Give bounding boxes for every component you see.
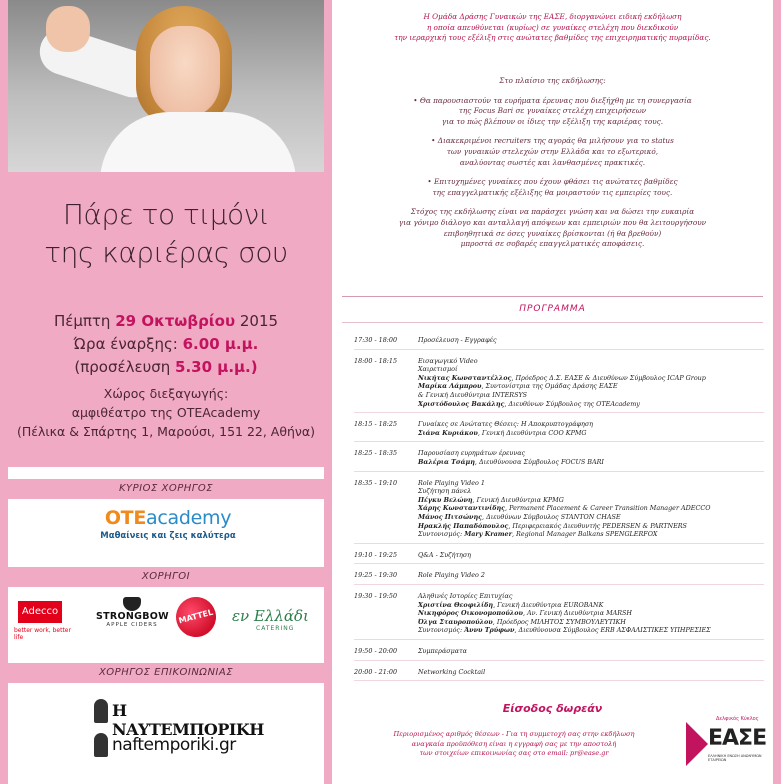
naftemporiki-gr-name: naftemporiki.gr xyxy=(112,735,236,755)
program-line: Μάνος Πιτσώνης, Διευθύνων Σύμβουλος STANTON CHASE xyxy=(418,512,621,521)
context-heading: Στο πλαίσιο της εκδήλωσης: xyxy=(499,76,606,85)
media-sponsor-heading: ΧΟΡΗΓΟΣ ΕΠΙΚΟΙΝΩΝΙΑΣ xyxy=(8,663,324,683)
program-line: Μαρίκα Λάμπρου, Συντονίστρια της Ομάδας Δράσης ΕΑΣΕ xyxy=(418,382,618,391)
mattel-name: MATTEL xyxy=(172,593,221,642)
elladi-name: εν Ελλάδι xyxy=(232,607,309,625)
program-line: Αληθινές Ιστορίες Επιτυχίας xyxy=(418,592,513,600)
hero-photo xyxy=(8,0,324,172)
moderator-name: Mary Kramer xyxy=(464,530,512,539)
weekday: Πέμπτη xyxy=(53,312,111,330)
speaker-name: Σιάνα Κυριάκου xyxy=(418,428,478,437)
event-title xyxy=(8,196,324,272)
program-description xyxy=(418,647,764,656)
bullet-line: των γυναικών στελεχών στην Ελλάδα και το εξωτερικό, xyxy=(446,146,659,156)
row-divider xyxy=(354,563,764,564)
elladi-logo xyxy=(232,597,318,643)
speaker-name: Νικηφόρος Οικονομοπούλου xyxy=(418,609,523,618)
program-line: Χάρης Κωνσταντινίδης, Permanent Placement & Career Transition Manager ADECCO xyxy=(418,504,711,513)
program-line: Γυναίκες σε Ανώτατες Θέσεις: Η Αποκρυπτογράφηση xyxy=(418,420,594,429)
mattel-logo xyxy=(176,597,222,643)
event-venue xyxy=(8,384,324,441)
bullet-line: της επαγγελματικής εξέλιξης θα μοιραστούν τις εμπειρίες τους. xyxy=(432,187,673,197)
title-line-1: Πάρε το τιμόνι xyxy=(62,198,270,231)
strongbow-sub: APPLE CIDERS xyxy=(106,622,158,628)
row-divider xyxy=(354,660,764,661)
program-time: 19:30 - 19:50 xyxy=(354,592,398,600)
program-line: Ηρακλής Παπαδόπουλος, Περιφερειακός Διευθυντής PEDERSEN & PARTNERS xyxy=(418,521,687,530)
ote-academy-word: academy xyxy=(146,507,232,529)
program-description xyxy=(418,357,764,409)
program-description xyxy=(418,551,764,560)
arrival-line xyxy=(8,356,324,379)
ease-subtitle: ΕΛΛΗΝΙΚΗ ΕΝΩΣΗ ΑΝΩΝΥΜΩΝ ΕΤΑΙΡΕΙΩΝ xyxy=(708,754,762,762)
goal-line: για γόνιμο διάλογο και ανταλλαγή απόψεων και εμπειριών που θα λειτουργήσουν xyxy=(398,217,707,227)
right-column xyxy=(332,0,773,784)
bullet-line: • Διακεκριμένοι recruiters της αγοράς θα μιλήσουν για το status xyxy=(431,136,674,146)
bullet-line: αναλύοντας σωστές και λανθασμένες πρακτικές. xyxy=(459,157,646,167)
speaker-name: Ηρακλής Παπαδόπουλος xyxy=(418,521,509,530)
program-line: Σιάνα Κυριάκου, Γενική Διευθύντρια COO KPMG xyxy=(418,428,587,437)
program-line: Networking Cocktail xyxy=(418,667,486,676)
shirt xyxy=(100,112,296,172)
strongbow-logo xyxy=(96,597,168,643)
arrival-open: (προσέλευση xyxy=(74,358,171,376)
program-time: 19:25 - 19:30 xyxy=(354,571,398,580)
ote-academy-name xyxy=(78,507,258,529)
program-time: 19:50 - 20:00 xyxy=(354,647,398,655)
bullet-line: • Επιτυχημένες γυναίκες που έχουν φθάσει τις ανώτατες βαθμίδες xyxy=(427,177,678,187)
naftemporiki-logo xyxy=(94,699,264,739)
program-line: Role Playing Video 2 xyxy=(418,571,485,580)
goal-line: επιβοηθητικά σε όσες γυναίκες βρίσκονται (ή θα βρεθούν) xyxy=(443,228,662,238)
date-line xyxy=(8,310,324,333)
strongbow-name: STRONGBOW xyxy=(96,611,169,622)
goal-line: μπροστά σε σοβαρές επαγγελματικές αποφάσεις. xyxy=(460,239,645,249)
adecco-tagline: better work, better life xyxy=(14,627,71,641)
program-line: Συζήτηση πάνελ xyxy=(418,487,472,496)
footer-line: αναγκαία προϋπόθεση είναι η εγγραφή σας με την αποστολή xyxy=(411,739,617,748)
bullet-line: • Θα παρουσιαστούν τα ευρήματα έρευνας που διεξήχθη με τη συνεργασία xyxy=(413,95,692,105)
free-entry: Είσοδος δωρεάν xyxy=(502,702,603,715)
program-time: 18:35 - 19:10 xyxy=(354,478,398,487)
sponsors-panel xyxy=(8,467,324,784)
program-description xyxy=(418,592,764,635)
title-line-2: της καριέρας σου xyxy=(44,236,288,269)
program-title: ΠΡΟΓΡΑΜΜΑ xyxy=(519,304,586,314)
row-divider xyxy=(354,543,764,544)
ease-name: ΕΑΣΕ xyxy=(708,726,767,751)
program-description xyxy=(418,479,764,539)
naftemporiki-gr-logo xyxy=(94,733,244,759)
ease-arc-text: Δελφικός Κύκλος xyxy=(716,716,759,722)
left-column xyxy=(8,0,324,784)
year: 2015 xyxy=(239,312,279,330)
context-text xyxy=(340,76,765,250)
row-divider xyxy=(354,471,764,472)
program-line: Εισαγωγικό Video xyxy=(418,356,478,365)
ote-academy-logo xyxy=(78,507,258,551)
venue-address: (Πέλικα & Σπάρτης 1, Μαρούσι, 151 22, Αθήνα) xyxy=(16,424,316,439)
strongbow-crest-icon xyxy=(123,597,141,611)
row-divider xyxy=(354,412,764,413)
program-line: Role Playing Video 1 xyxy=(418,478,485,487)
program-time: 18:25 - 18:35 xyxy=(354,449,398,458)
event-date xyxy=(8,310,324,379)
program-line: Βαλέρια Τσάμη, Διευθύνουσα Σύμβουλος FOCUS BARI xyxy=(418,457,604,466)
footer-line: Περιορισμένος αριθμός θέσεων - Για τη συμμετοχή σας στην εκδήλωση xyxy=(393,730,635,738)
arrival-time: 5.30 μ.μ.) xyxy=(175,358,258,376)
speaker-name: Χριστίνα Θεοφιλίδη xyxy=(418,600,494,609)
row-divider xyxy=(354,639,764,640)
ote-mark: OTE xyxy=(104,507,147,529)
venue-place: αμφιθέατρο της OTEAcademy xyxy=(71,405,261,420)
row-divider xyxy=(354,680,764,681)
venue-label: Χώρος διεξαγωγής: xyxy=(103,386,229,401)
program-line: Συντονισμός: Mary Kramer, Regional Manager Balkans SPENGLERFOX xyxy=(418,530,658,539)
program-time: 20:00 - 21:00 xyxy=(354,667,398,676)
start-label: Ώρα έναρξης: xyxy=(73,335,178,353)
program-line: Χαιρετισμοί xyxy=(418,365,458,374)
figure-icon xyxy=(94,733,108,757)
program-line: Προσέλευση - Εγγραφές xyxy=(418,336,497,344)
ease-triangle-icon xyxy=(686,722,708,766)
footer-line: των στοιχείων επικοινωνίας σας στο email: pr@ease.gr xyxy=(419,749,609,757)
speaker-name: Μαρίκα Λάμπρου xyxy=(418,382,482,391)
ote-tagline: Μαθαίνεις και ζεις καλύτερα xyxy=(100,531,236,541)
program-time: 19:10 - 19:25 xyxy=(354,550,398,559)
program-line: Συμπεράσματα xyxy=(418,647,467,655)
program-line: Συντονισμός: Άννυ Τρύφων, Διευθύνουσα Σύμβουλος ERB ΑΣΦΑΛΙΣΤΙΚΕΣ ΥΠΗΡΕΣΙΕΣ xyxy=(418,626,711,635)
start-time: 6.00 μ.μ. xyxy=(182,335,259,353)
speaker-name: Βαλέρια Τσάμη xyxy=(418,457,475,466)
intro-line: η οποία απευθύνεται (κυρίως) σε γυναίκες στελέχη που διεκδικούν xyxy=(426,22,679,32)
bullet-3 xyxy=(340,177,765,198)
intro-line: Η Ομάδα Δράσης Γυναικών της ΕΑΣΕ, διοργανώνει ειδική εκδήλωση xyxy=(423,12,682,21)
row-divider xyxy=(354,441,764,442)
program-line: Νικήτας Κωνσταντέλλος, Πρόεδρος Δ.Σ. ΕΑΣΕ & Διευθύνων Σύμβουλος ICAP Group xyxy=(418,373,706,382)
speaker-name: Πέγκυ Βελώνη xyxy=(418,495,473,504)
bullet-1 xyxy=(340,96,765,128)
program-description xyxy=(418,420,764,437)
bullet-line: της Focus Bari σε γυναίκες στελέχη επιχειρήσεων xyxy=(458,106,647,116)
naftemporiki-name: Η ΝΑΥΤΕΜΠΟΡΙΚΗ xyxy=(112,701,264,739)
bullet-2 xyxy=(340,136,765,168)
program-description xyxy=(418,571,764,580)
program-description xyxy=(418,449,764,466)
program-time: 18:00 - 18:15 xyxy=(354,356,398,365)
program-description xyxy=(418,336,764,345)
bullet-line: για το πώς βλέπουν οι ίδιες την εξέλιξη της καριέρας τους. xyxy=(441,116,664,126)
speaker-name: Μάνος Πιτσώνης xyxy=(418,512,483,521)
intro-line: την ιεραρχική τους εξέλιξη στις ανώτατες βαθμίδες της επιχειρηματικής πυραμίδας. xyxy=(394,33,711,43)
adecco-name: Adecco xyxy=(18,601,62,623)
program-line: Όλγα Σταυροπούλου, Πρόεδρος ΜΙΛΗΤΟΣ ΣΥΜΒΟΥΛΕΥΤΙΚΗ xyxy=(418,617,626,626)
row-divider xyxy=(354,349,764,350)
moderator-name: Άννυ Τρύφων xyxy=(464,626,515,635)
main-sponsor-heading: ΚΥΡΙΟΣ ΧΟΡΗΓΟΣ xyxy=(8,479,324,499)
speaker-name: Όλγα Σταυροπούλου xyxy=(418,617,493,626)
fist xyxy=(46,6,90,52)
sponsor-logos xyxy=(14,597,318,643)
program-line: Παρουσίαση ευρημάτων έρευνας xyxy=(418,449,526,458)
day-month: 29 Οκτωβρίου xyxy=(115,312,236,330)
program-line: Χριστόδουλος Βακάλης, Διευθύνων Σύμβουλος της OTEAcademy xyxy=(418,399,640,408)
sponsors-heading: ΧΟΡΗΓΟΙ xyxy=(8,567,324,587)
goal-line: Στόχος της εκδήλωσης είναι να παράσχει γνώση και να δώσει την ευκαιρία xyxy=(410,207,695,217)
speaker-name: Χάρης Κωνσταντινίδης xyxy=(418,504,506,513)
start-line xyxy=(8,333,324,356)
speaker-name: Χριστόδουλος Βακάλης xyxy=(418,399,505,408)
goal-text xyxy=(340,207,765,249)
intro-text xyxy=(340,12,765,44)
program-description xyxy=(418,668,764,677)
divider xyxy=(342,296,763,297)
elladi-sub: CATERING xyxy=(256,625,295,632)
program-line: Χριστίνα Θεοφιλίδη, Γενική Διευθύντρια EUROBANK xyxy=(418,600,604,609)
program-time: 18:15 - 18:25 xyxy=(354,420,398,429)
program-time: 17:30 - 18:00 xyxy=(354,336,398,344)
program-line: Πέγκυ Βελώνη, Γενική Διευθύντρια KPMG xyxy=(418,495,564,504)
ease-logo xyxy=(686,716,766,776)
divider xyxy=(342,322,763,323)
adecco-logo xyxy=(14,597,78,643)
program-line: Q&A - Συζήτηση xyxy=(418,550,472,559)
row-divider xyxy=(354,584,764,585)
figure-icon xyxy=(94,699,108,723)
speaker-name: Νικήτας Κωνσταντέλλος xyxy=(418,373,512,382)
program-line: Νικηφόρος Οικονομοπούλου, Αν. Γενική Διευθύντρια MARSH xyxy=(418,609,633,618)
face xyxy=(150,26,220,118)
program-line: & Γενική Διευθύντρια INTERSYS xyxy=(418,390,528,399)
registration-note xyxy=(346,730,682,759)
